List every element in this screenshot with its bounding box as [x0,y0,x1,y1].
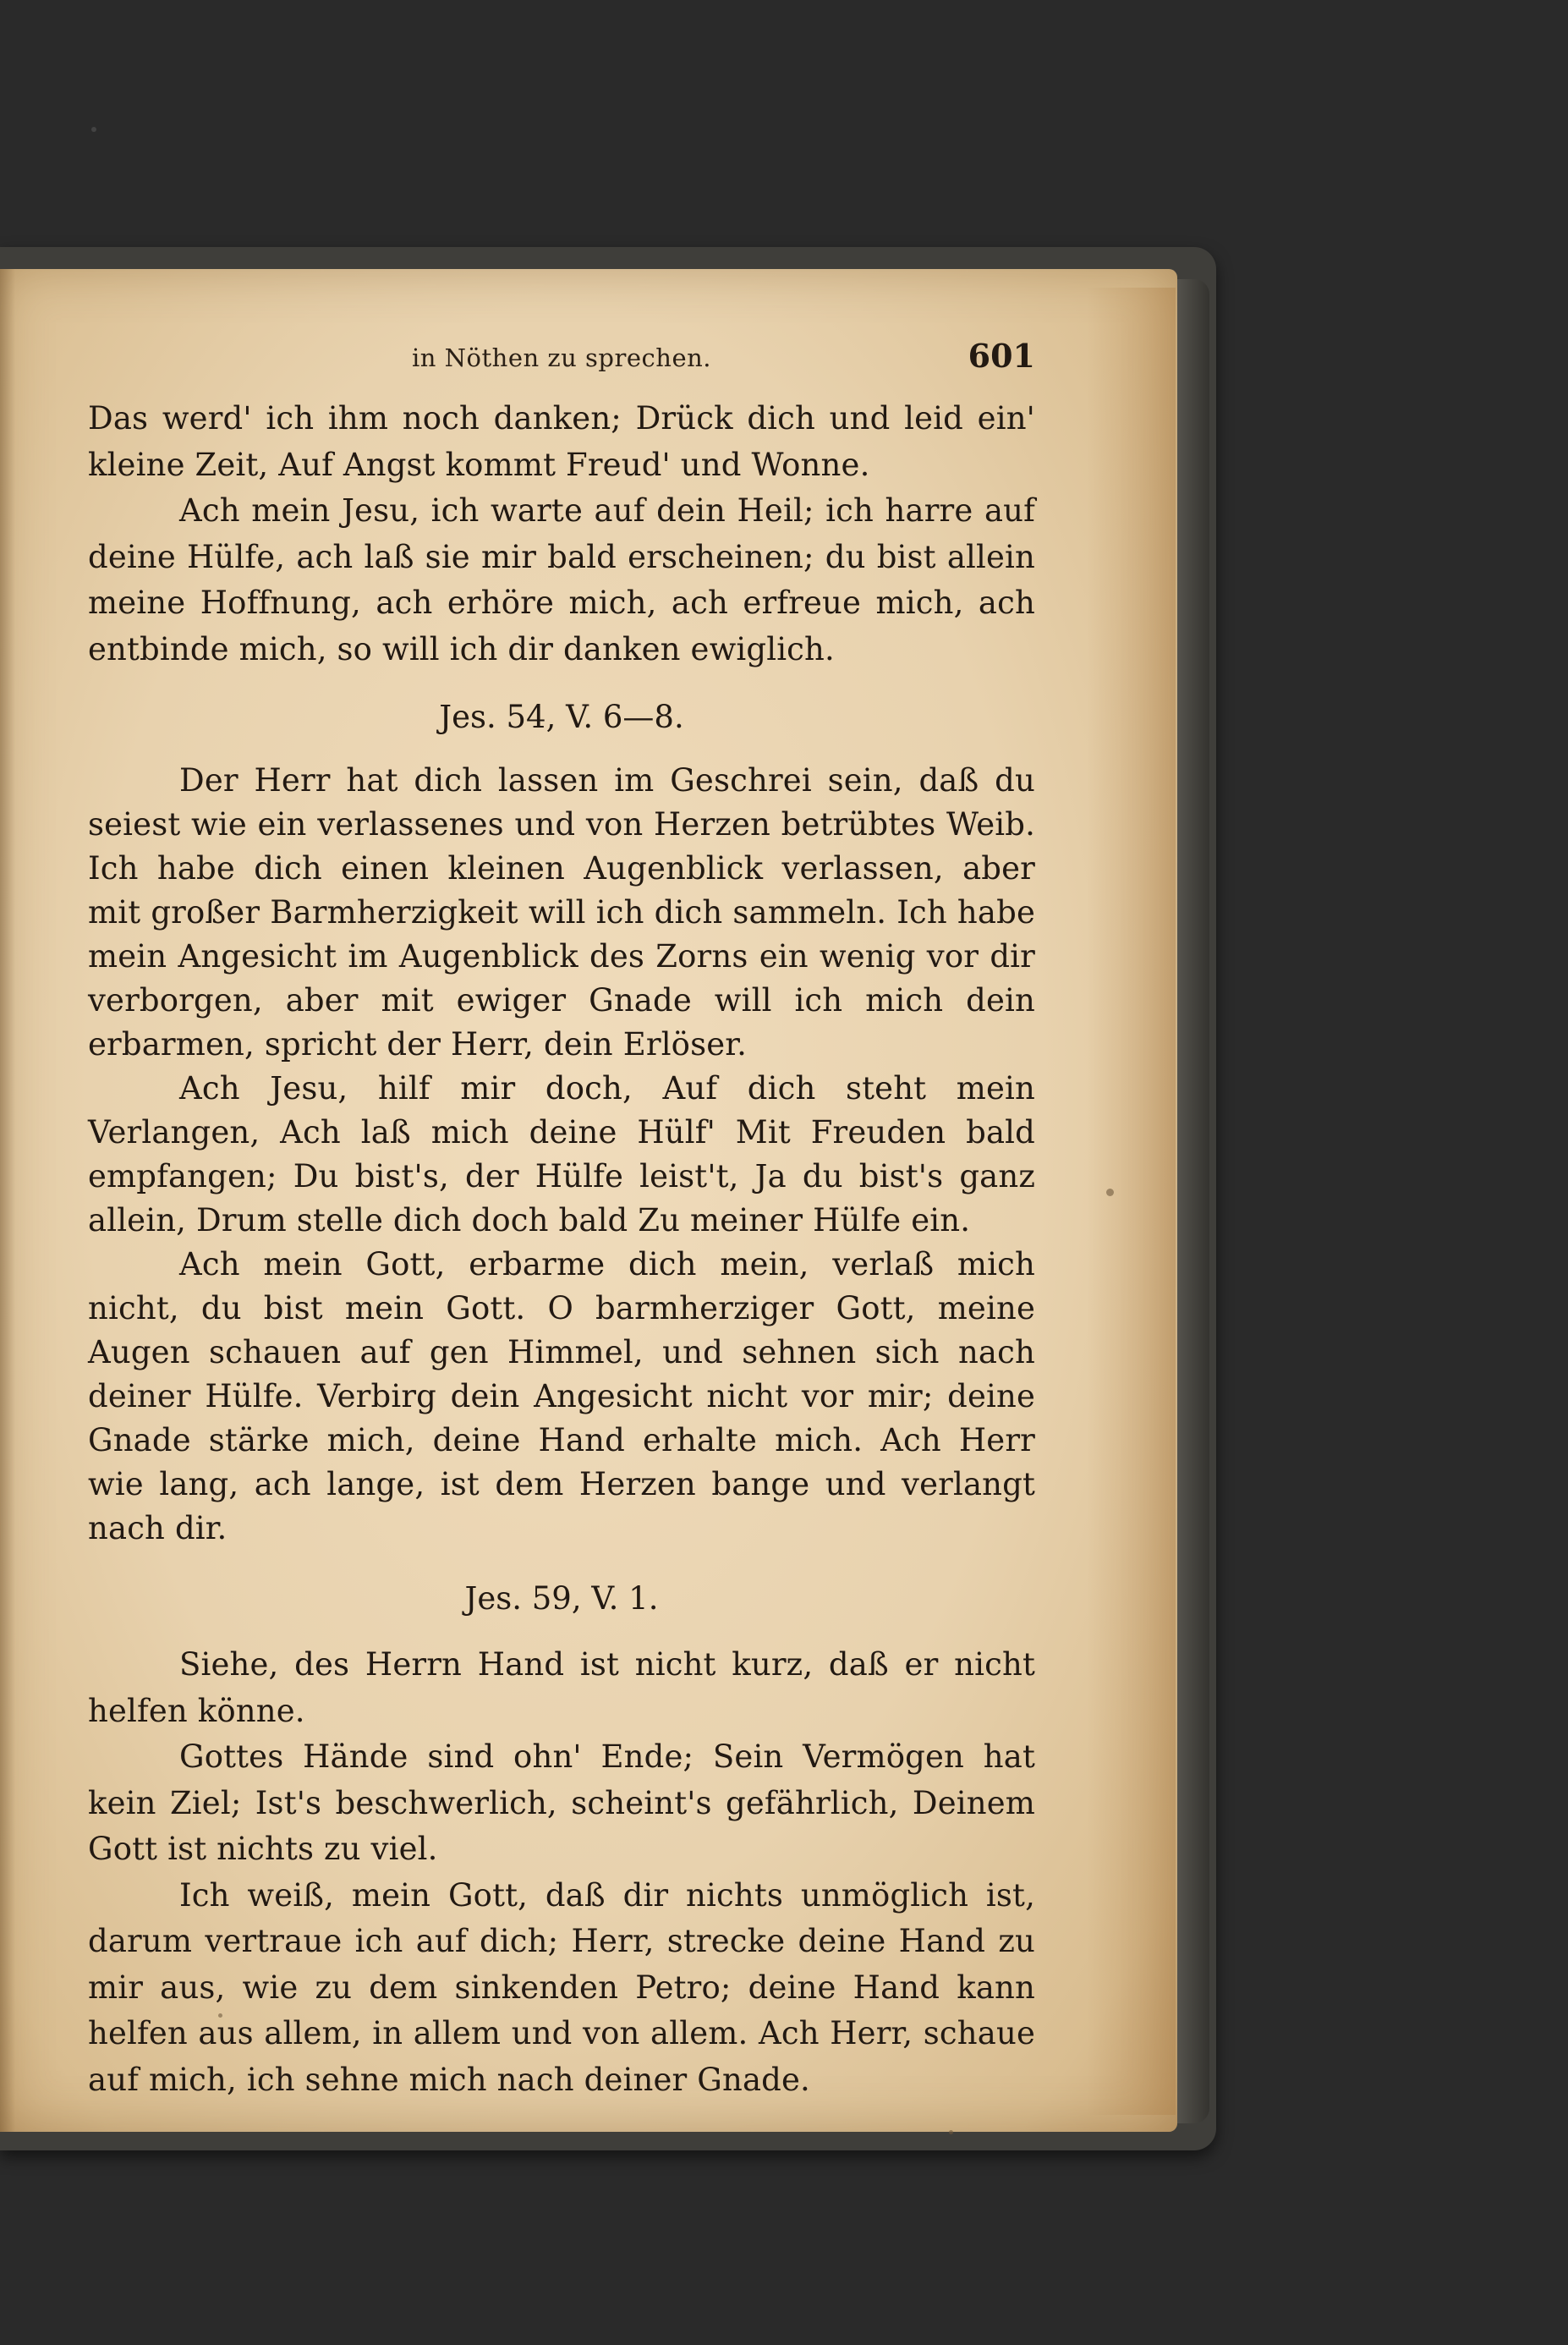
verse-paragraph: Das werd' ich ihm noch danken; Drück dich und leid ein' kleine Zeit, Auf Angst kommt Freud' und Wonne. [88,400,1035,483]
scripture-reference: Jes. 59, V. 1. [464,1580,659,1617]
scripture-paragraph: Siehe, des Herrn Hand ist nicht kurz, daß er nicht helfen könne. [88,1646,1035,1729]
paper-fleck [949,2130,953,2134]
prayer-paragraph: Ich weiß, mein Gott, daß dir nichts unmöglich ist, darum vertraue ich auf dich; Herr, strecke deine Hand zu mir aus, wie zu dem sinkenden Petro; deine Hand kann helfen aus allem, in allem und von allem. Ach Herr, schaue auf mich, ich sehne mich nach deiner Gnade. [88,1876,1035,2098]
cover-edge [1176,279,1209,2123]
verse-paragraph: Gottes Hände sind ohn' Ende; Sein Vermögen hat kein Ziel; Ist's beschwerlich, scheint's gefährlich, Deinem Gott ist nichts zu viel. [88,1738,1035,1867]
page-body [88,396,1035,2103]
running-head [88,337,1035,384]
scripture-paragraph: Der Herr hat dich lassen im Geschrei sein, daß du seiest wie ein verlassenes und von Herzen betrübtes Weib. Ich habe dich einen kleinen Augenblick verlassen, aber mit großer Barmherzigkeit will ich dich sammeln. Ich habe mein Angesicht im Augenblick des Zorns ein wenig vor dir verborgen, aber mit ewiger Gnade will ich mich dein erbarmen, spricht der Herr, dein Erlöser. [88,762,1035,1063]
prayer-paragraph: Ach mein Gott, erbarme dich mein, verlaß mich nicht, du bist mein Gott. O barmherziger Gott, meine Augen schauen auf gen Himmel, und sehnen sich nach deiner Hülfe. Verbirg dein Angesicht nicht vor mir; deine Gnade stärke mich, deine Hand erhalte mich. Ach Herr wie lang, ach lange, ist dem Herzen bange und verlangt nach dir. [88,1246,1035,1546]
page-number: 601 [968,337,1035,375]
verse-paragraph: Ach Jesu, hilf mir doch, Auf dich steht mein Verlangen, Ach laß mich deine Hülf' Mit Freuden bald empfangen; Du bist's, der Hülfe leist't, Ja du bist's ganz allein, Drum stelle dich doch bald Zu meiner Hülfe ein. [88,1070,1035,1238]
paper-fleck [91,127,96,132]
scripture-reference: Jes. 54, V. 6—8. [439,699,684,735]
prayer-paragraph: Ach mein Jesu, ich warte auf dein Heil; ich harre auf deine Hülfe, ach laß sie mir bald erscheinen; du bist allein meine Hoffnung, ach erhöre mich, ach erfreue mich, ach entbinde mich, so will ich dir danken ewiglich. [88,492,1035,667]
running-title: in Nöthen zu sprechen. [411,343,711,372]
paper-fleck [1106,1189,1114,1196]
